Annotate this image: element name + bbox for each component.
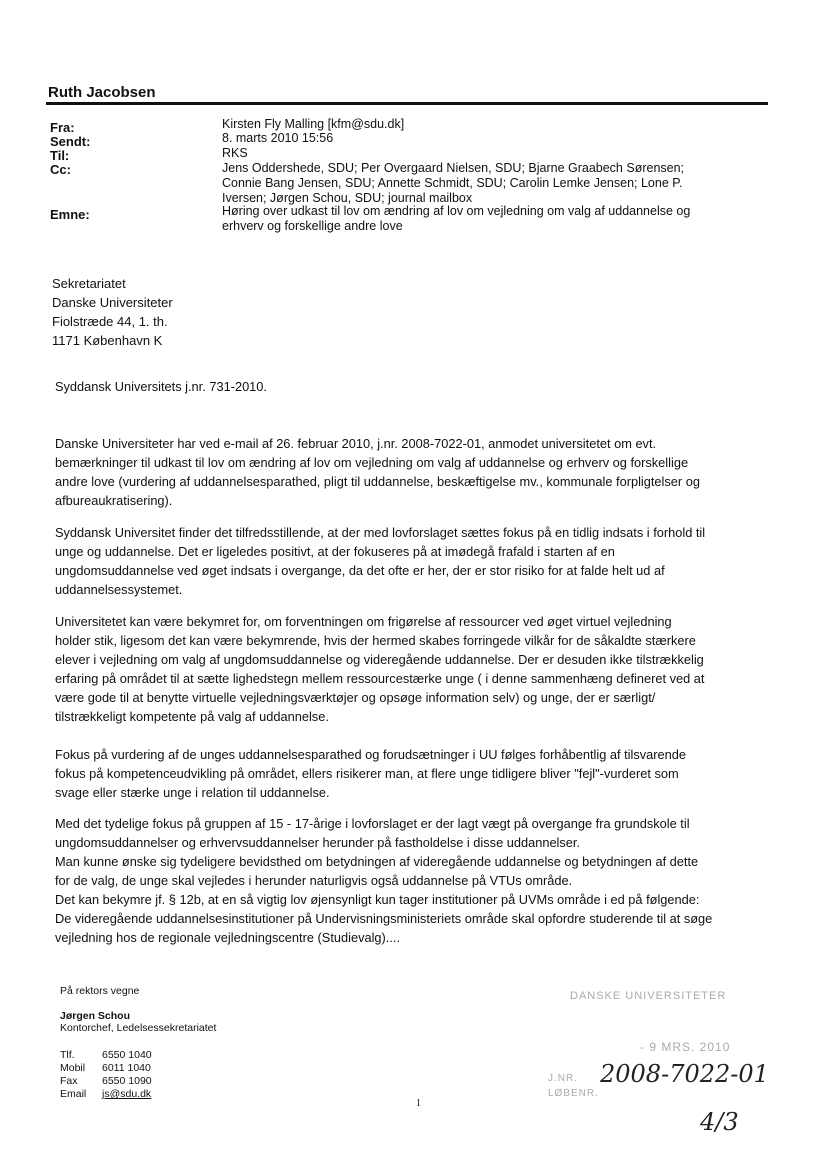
sent-label: Sendt: [50,134,91,149]
cc-line: Jens Oddershede, SDU; Per Overgaard Nielsen, SDU; Bjarne Graabech Sørensen; [222,161,685,175]
address-line: 1171 København K [52,333,163,348]
paragraph-3 [55,612,770,726]
contact-value: 6550 1040 [102,1049,152,1061]
contact-label: Tlf. [60,1049,75,1061]
text-line: Syddansk Universitet finder det tilfredsstillende, at der med lovforslaget sættes fokus på en tidlig indsats i forhold til [55,525,706,540]
contact-label: Email [60,1088,87,1100]
text-line: bemærkninger til udkast til lov om ændring af lov om vejledning om valg af uddannelse og erhverv og forskellige [55,455,689,470]
from-value: Kirsten Fly Malling [kfm@sdu.dk] [222,117,405,131]
page-number: 1 [416,1098,421,1109]
signatory-title: Kontorchef, Ledelsessekretariatet [60,1022,217,1034]
text-line: Med det tydelige fokus på gruppen af 15 - 17-årige i lovforslaget er der lagt vægt på overgange fra grundskole til [55,816,690,831]
stamp-institution: DANSKE UNIVERSITETER [570,990,727,1002]
text-line: ungdomsuddannelser og erhvervsuddannelser herunder på fastholdelse i disse uddannelser. [55,835,581,850]
text-line: Man kunne ønske sig tydeligere bevidsthed om betydningen af videregående uddannelse og betydningen af dette [55,854,699,869]
subject-line: erhverv og forskellige andre love [222,219,403,233]
stamp-date: - 9 MRS. 2010 [640,1040,731,1054]
on-behalf-text: På rektors vegne [60,985,140,997]
text-line: Fokus på vurdering af de unges uddannelsesparathed og forudsætninger i UU følges forhåbentlig af tilsvarende [55,747,686,762]
text-line: fokus på kompetenceudvikling på området, ellers risikerer man, at flere unge tidligere bliver "fejl"-vurderet som [55,766,679,781]
contact-label: Fax [60,1075,78,1087]
subject-label: Emne: [50,207,90,222]
email-link[interactable]: js@sdu.dk [102,1088,152,1100]
contact-fax [60,1075,152,1088]
stamp-journal-label: J.NR. [548,1073,578,1084]
text-line: være gode til at benytte virtuelle vejledningsværktøjer og opsøge information selv) og unge, der er særligt/ [55,690,656,705]
text-line: De videregående uddannelsesinstitutioner på Undervisningsministeriets område skal opfordre studerende til at søge [55,911,713,926]
contact-label: Mobil [60,1062,86,1074]
stamp-serial-label: LØBENR. [548,1088,599,1099]
text-line: afbureaukratisering). [55,493,173,508]
from-label: Fra: [50,120,75,135]
cc-line: Connie Bang Jensen, SDU; Annette Schmidt, SDU; Carolin Lemke Jensen; Lone P. [222,176,683,190]
contact-email [60,1088,151,1101]
text-line: svage eller stærke unge i relation til uddannelse. [55,785,330,800]
sent-value: 8. marts 2010 15:56 [222,131,334,145]
text-line: Det kan bekymre jf. § 12b, at en så vigtig lov øjensynligt kun tager institutioner på UVMs område i ed på følgende: [55,892,700,907]
subject-value [222,204,762,234]
to-value: RKS [222,146,248,160]
text-line: for de valg, de unge skal vejledes i herunder naturligvis også uddannelse på VTUs område. [55,873,573,888]
contact-value: 6550 1090 [102,1075,152,1087]
address-line: Danske Universiteter [52,295,173,310]
paragraph-5 [55,814,770,947]
paragraph-4 [55,745,770,802]
header-divider [46,102,768,105]
cc-value [222,161,762,206]
paragraph-1 [55,434,770,510]
text-line: uddannelsessystemet. [55,582,183,597]
text-line: erfaring på området til at sætte lighedstegn mellem ressourcestærke unge ( i denne sammenhæng defineret ved at [55,671,705,686]
cc-label: Cc: [50,162,71,177]
text-line: Danske Universiteter har ved e-mail af 26. februar 2010, j.nr. 2008-7022-01, anmodet universitetet om evt. [55,436,657,451]
subject-line: Høring over udkast til lov om ændring af lov om vejledning om valg af uddannelse og [222,204,691,218]
to-label: Til: [50,148,70,163]
handwritten-journal-number: 2008-7022-01 [600,1060,769,1088]
contact-phone [60,1049,152,1062]
contact-value: 6011 1040 [102,1062,151,1074]
address-line: Sekretariatet [52,276,126,291]
text-line: tilstrækkeligt kompetente på valg af uddannelse. [55,709,329,724]
text-line: ungdomsuddannelse ved øget indsats i overgange, da det ofte er her, der er stor risiko for at falde helt ud af [55,563,665,578]
paragraph-2 [55,523,770,599]
sender-name-heading: Ruth Jacobsen [48,84,156,101]
text-line: andre love (vurdering af uddannelsesparathed, pligt til uddannelse, beskæftigelse mv., kommunale forpligtelser og [55,474,700,489]
reference-number: Syddansk Universitets j.nr. 731-2010. [55,379,267,394]
text-line: elever i vejledning om valg af ungdomsuddannelse og videregående uddannelse. Der er desuden ikke tilstrækkelig [55,652,704,667]
text-line: unge og uddannelse. Det er ligeledes positivt, at der fokuseres på at imødegå frafald i starten af en [55,544,615,559]
handwritten-page-count: 4/3 [700,1108,739,1136]
text-line: Universitetet kan være bekymret for, om forventningen om frigørelse af ressourcer ved øget virtuel vejledning [55,614,672,629]
signatory-name: Jørgen Schou [60,1010,131,1022]
contact-mobile [60,1062,151,1075]
text-line: holder stik, ligesom det kan være bekymrende, hvis der hermed skabes forringede vilkår for de såkaldte stærkere [55,633,696,648]
recipient-address [52,274,173,350]
address-line: Fiolstræde 44, 1. th. [52,314,168,329]
text-line: vejledning hos de regionale vejledningscentre (Studievalg).... [55,930,401,945]
cc-line: Iversen; Jørgen Schou, SDU; journal mailbox [222,191,473,205]
